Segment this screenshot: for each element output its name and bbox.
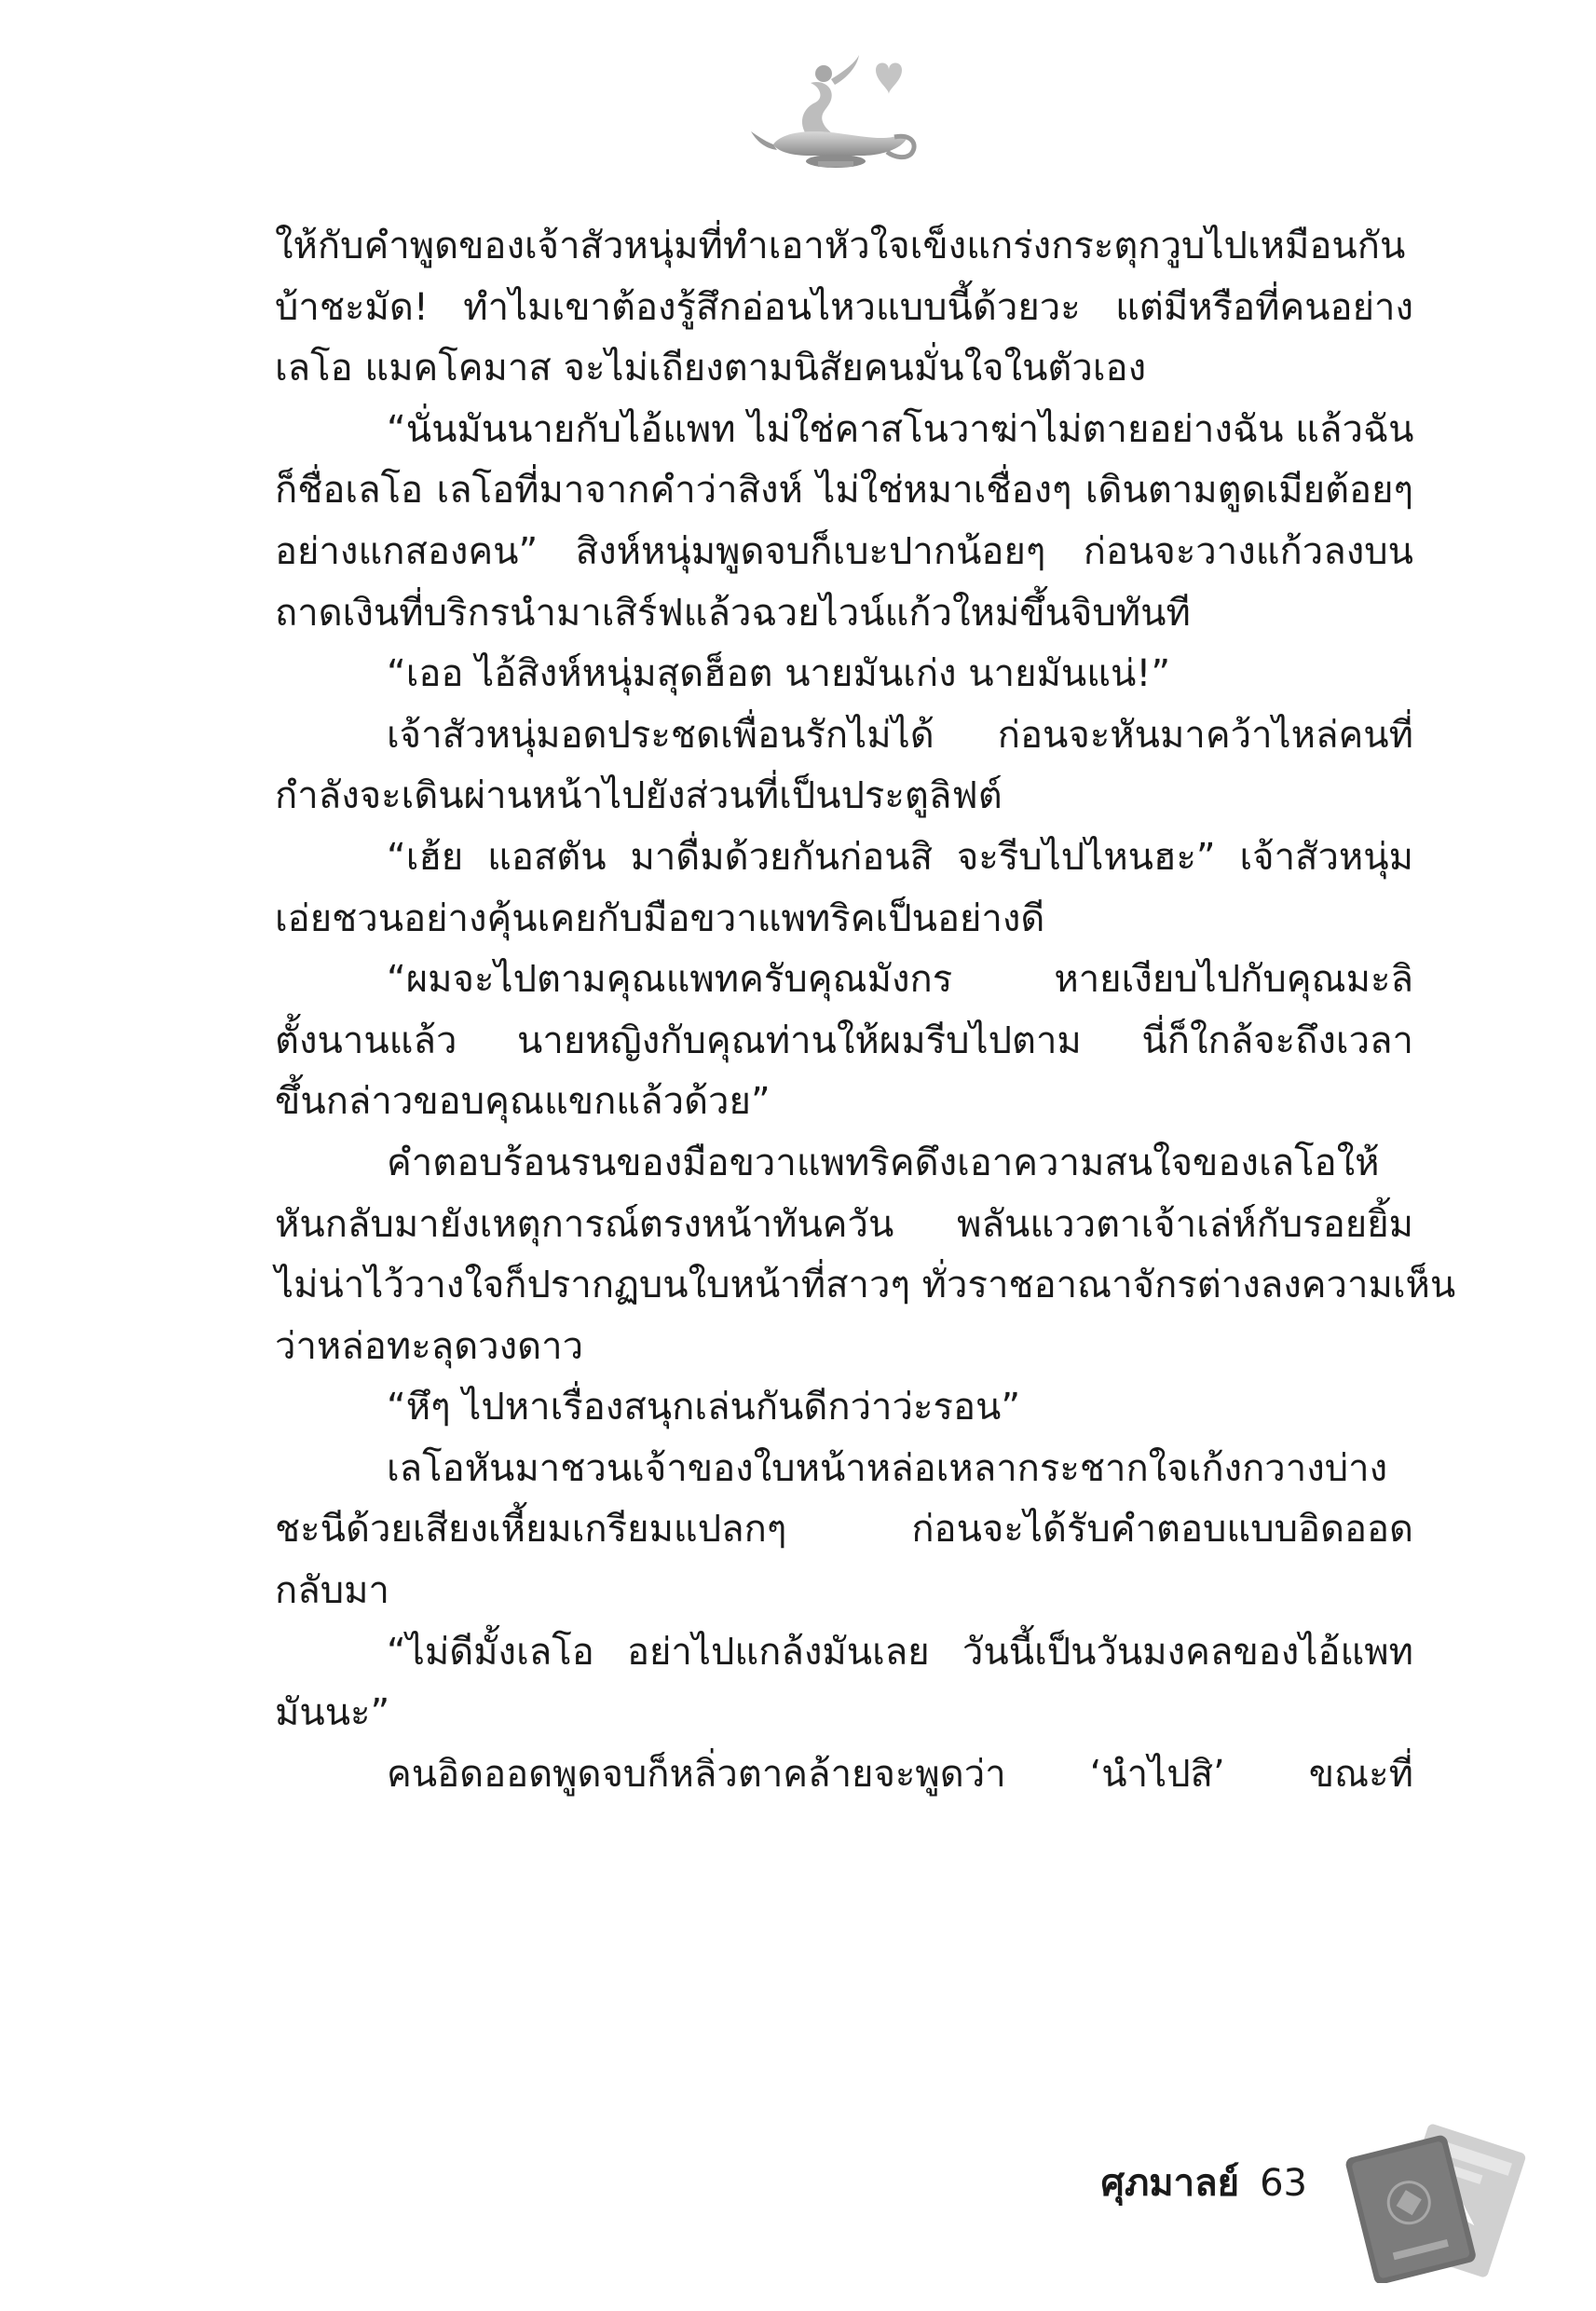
text-line: เอ่ยชวนอย่างคุ้นเคยกับมือขวาแพทริคเป็นอย่างดี	[275, 896, 1045, 940]
text-line: เลโอหันมาชวนเจ้าของใบหน้าหล่อเหลากระชากใจเก้งกวางบ่าง	[387, 1446, 1388, 1490]
text-line: ไม่น่าไว้วางใจก็ปรากฏบนใบหน้าที่สาวๆ ทั่วราชอาณาจักรต่างลงความเห็น	[275, 1264, 1456, 1307]
text-line: คำตอบร้อนรนของมือขวาแพทริคดึงเอาความสนใจของเลโอให้	[387, 1141, 1380, 1184]
text-line: “ผมจะไปตามคุณแพทครับคุณมังกร หายเงียบไปกับคุณมะลิ	[387, 958, 1413, 1002]
footer-author: ศุภมาลย์	[1100, 2162, 1240, 2205]
text-line: มันนะ”	[275, 1691, 390, 1735]
text-line: หันกลับมายังเหตุการณ์ตรงหน้าทันควัน พลันแววตาเจ้าเล่ห์กับรอยยิ้ม	[275, 1202, 1413, 1246]
text-line: “เออ ไอ้สิงห์หนุ่มสุดฮ็อต นายมันเก่ง นายมันแน่!”	[387, 652, 1171, 696]
text-line: คนอิดออดพูดจบก็หลิ่วตาคล้ายจะพูดว่า ‘นำไปสิ’ ขณะที่	[387, 1752, 1413, 1796]
text-line: “ไม่ดีมั้งเลโอ อย่าไปแกล้งมันเลย วันนี้เป็นวันมงคลของไอ้แพท	[387, 1630, 1413, 1674]
page-footer	[1101, 2153, 1307, 2212]
text-line: บ้าชะมัด! ทำไมเขาต้องรู้สึกอ่อนไหวแบบนี้ด้วยวะ แต่มีหรือที่คนอย่าง	[275, 285, 1413, 329]
text-line: กำลังจะเดินผ่านหน้าไปยังส่วนที่เป็นประตูลิฟต์	[275, 774, 1003, 818]
text-line: ว่าหล่อทะลุดวงดาว	[275, 1324, 584, 1368]
text-line: เลโอ แมคโคมาส จะไม่เถียงตามนิสัยคนมั่นใจในตัวเอง	[275, 347, 1147, 390]
text-line: “เฮ้ย แอสตัน มาดื่มด้วยกันก่อนสิ จะรีบไปไหนฮะ” เจ้าสัวหนุ่ม	[387, 835, 1413, 879]
text-line: “หึๆ ไปหาเรื่องสนุกเล่นกันดีกว่าว่ะรอน”	[387, 1386, 1021, 1429]
text-line: เจ้าสัวหนุ่มอดประชดเพื่อนรักไม่ได้ ก่อนจะหันมาคว้าไหล่คนที่	[387, 713, 1413, 757]
text-line: กลับมา	[275, 1569, 389, 1613]
text-line: ให้กับคำพูดของเจ้าสัวหนุ่มที่ทำเอาหัวใจเข็งแกร่งกระตุกวูบไปเหมือนกัน	[275, 225, 1406, 267]
page-body-text	[275, 216, 1456, 1805]
text-line: ถาดเงินที่บริกรนำมาเสิร์ฟแล้วฉวยไวน์แก้วใหม่ขึ้นจิบทันที	[275, 591, 1191, 635]
genie-lamp-icon	[745, 51, 922, 182]
text-line: อย่างแกสองคน” สิงห์หนุ่มพูดจบก็เบะปากน้อยๆ ก่อนจะวางแก้วลงบน	[275, 529, 1413, 573]
page-number: 63	[1260, 2162, 1307, 2205]
text-line: “นั่นมันนายกับไอ้แพท ไม่ใช่คาสโนวาฆ่าไม่ตายอย่างฉัน แล้วฉัน	[387, 407, 1414, 451]
passport-icon	[1342, 2115, 1528, 2283]
text-line: ก็ชื่อเลโอ เลโอที่มาจากคำว่าสิงห์ ไม่ใช่หมาเชื่องๆ เดินตามตูดเมียต้อยๆ	[275, 469, 1413, 513]
text-line: ชะนีด้วยเสียงเหี้ยมเกรียมแปลกๆ ก่อนจะได้รับคำตอบแบบอิดออด	[275, 1508, 1413, 1552]
text-line: ขึ้นกล่าวขอบคุณแขกแล้วด้วย”	[275, 1080, 771, 1124]
text-line: ตั้งนานแล้ว นายหญิงกับคุณท่านให้ผมรีบไปตาม นี่ก็ใกล้จะถึงเวลา	[275, 1019, 1413, 1062]
